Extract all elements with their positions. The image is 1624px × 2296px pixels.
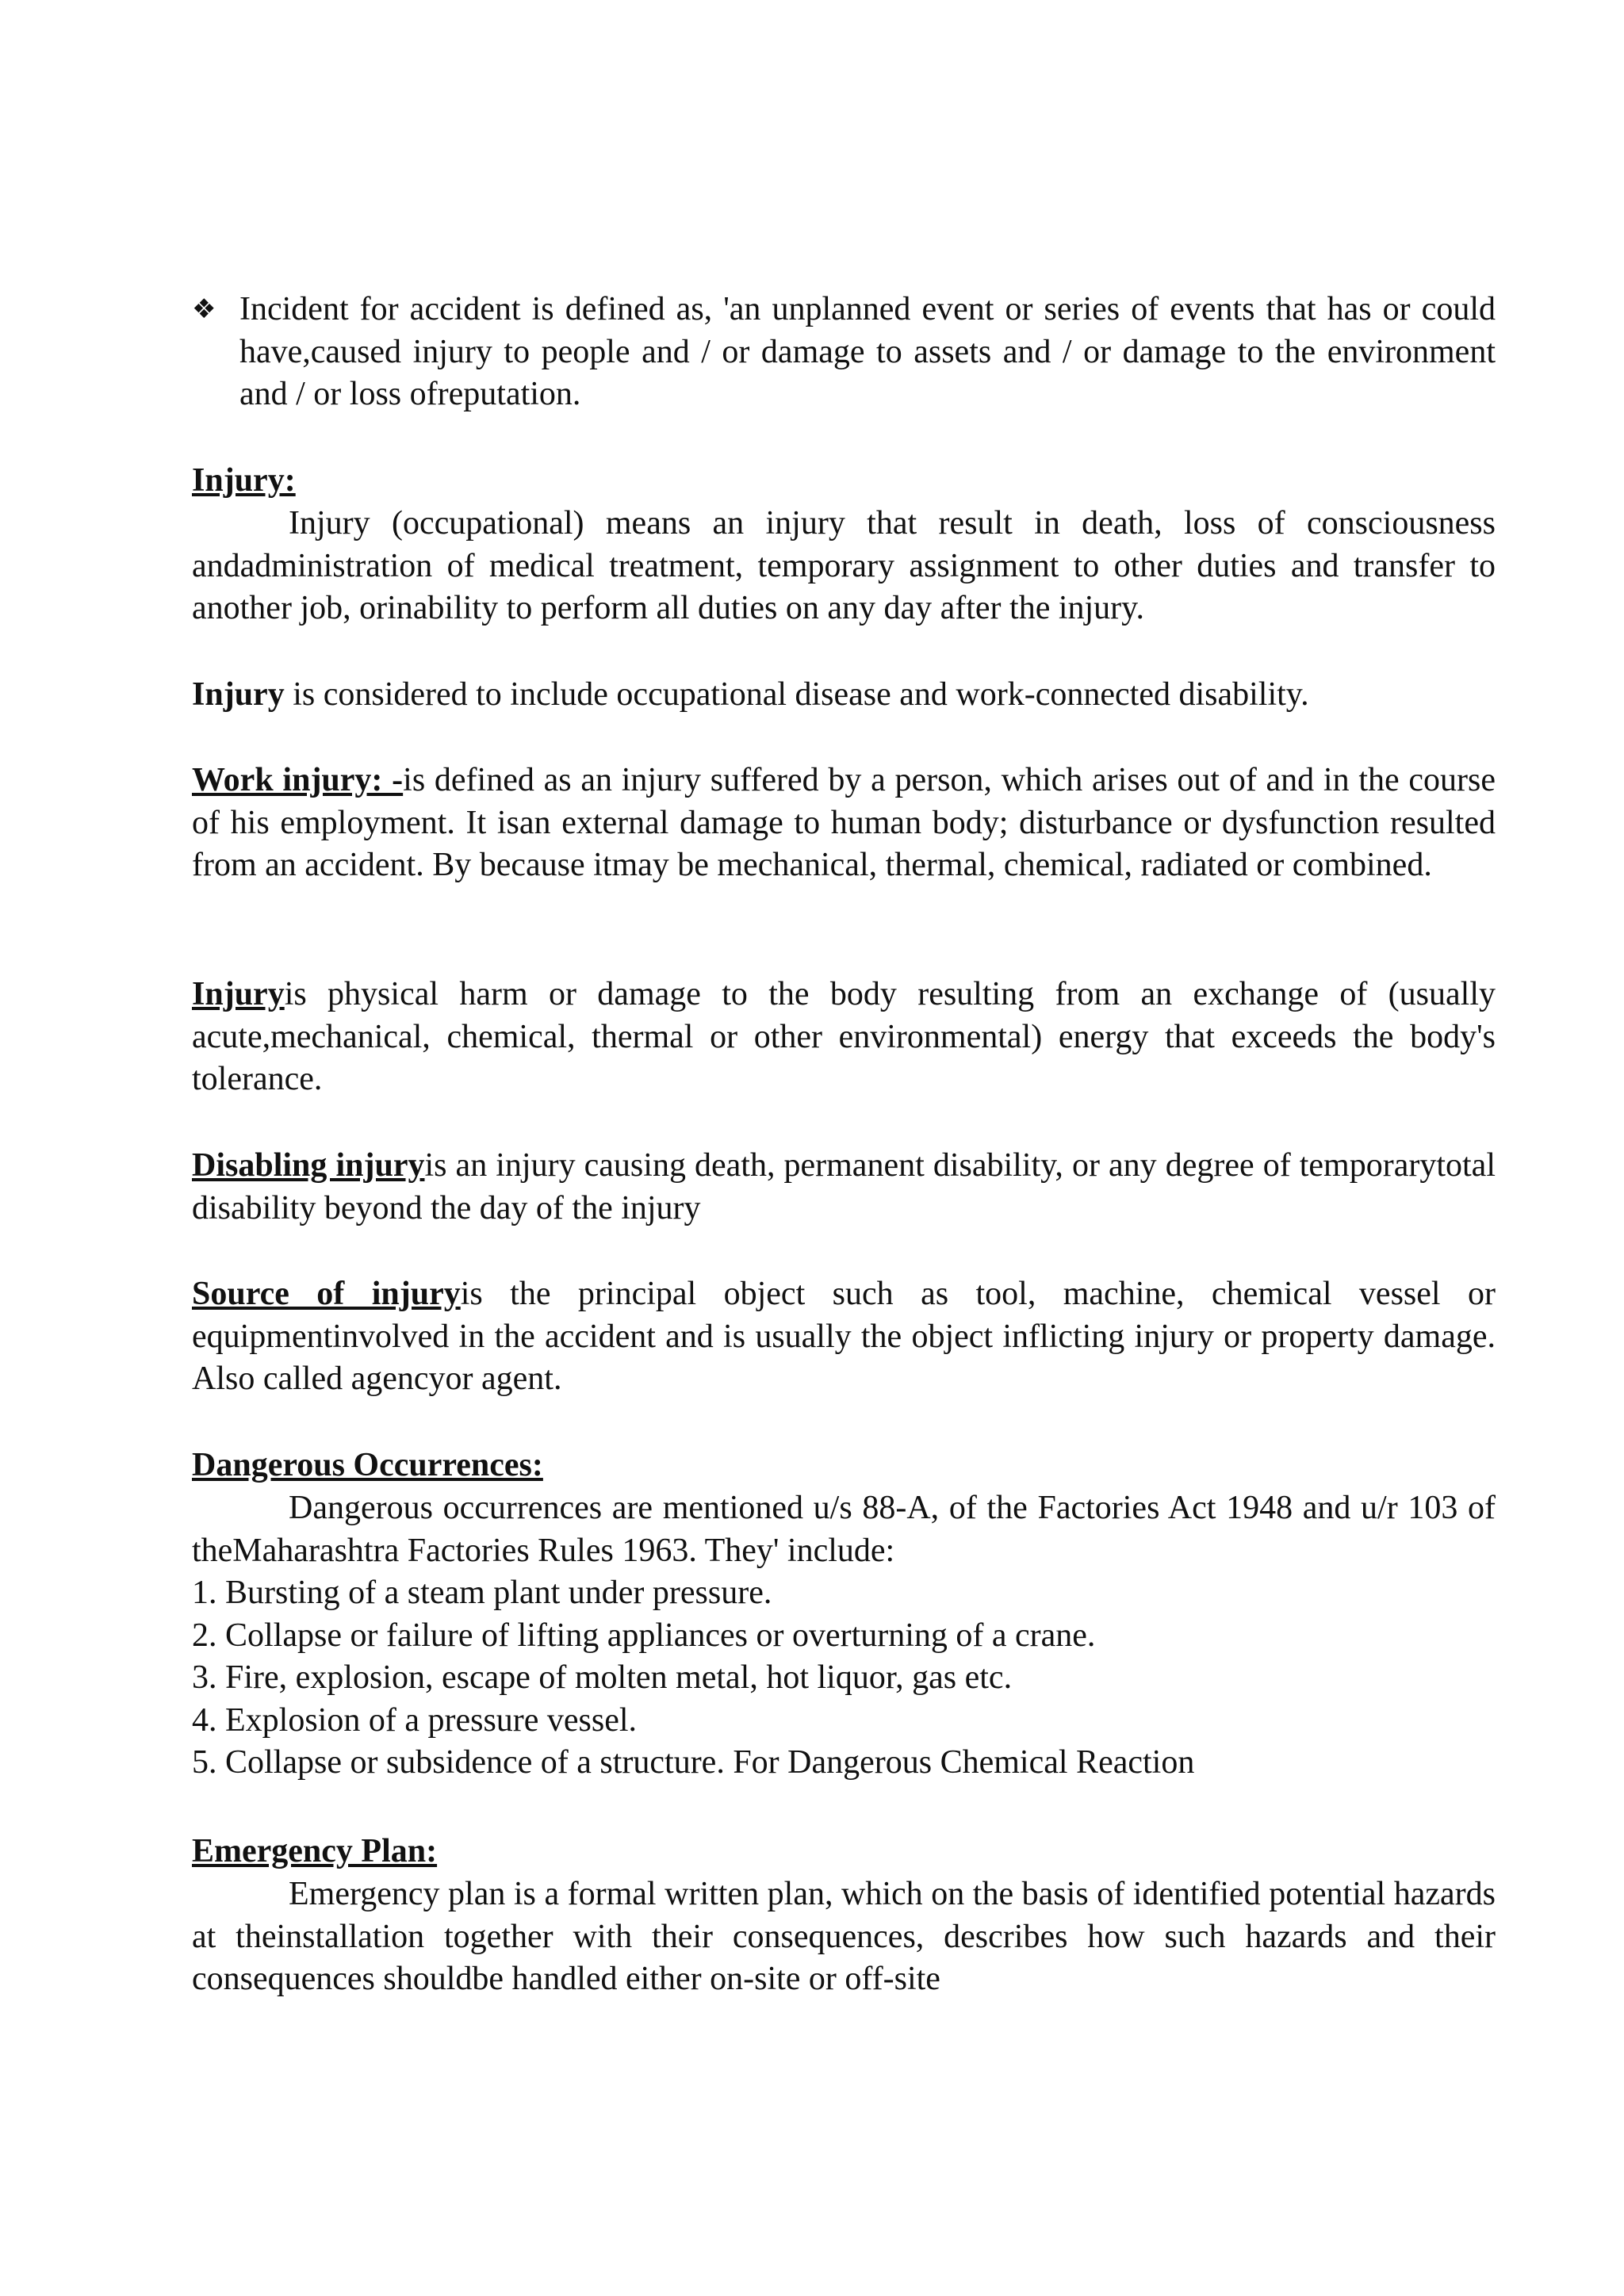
- injury-physical-paragraph: [192, 974, 1496, 1101]
- work-injury-term: Work injury: -: [192, 762, 404, 798]
- disabling-injury-paragraph: [192, 1145, 1496, 1230]
- source-of-injury-text: is the principal object such as tool, machine, chemical vessel or equipmentinvolved in the accident and is usually the object inflicting injury or property damage. Also called agencyor agent.: [192, 1276, 1496, 1397]
- disabling-injury-term: Disabling injury: [192, 1147, 425, 1184]
- dangerous-occurrences-list: [192, 1572, 1496, 1785]
- dangerous-occurrences-heading: Dangerous Occurrences:: [192, 1447, 543, 1483]
- work-injury-paragraph: [192, 760, 1496, 887]
- incident-definition-text: Incident for accident is defined as, 'an unplanned event or series of events that has or could have,caused injury to people and / or damage to assets and / or damage to the environment and / or loss ofreputation.: [239, 291, 1496, 412]
- injury-physical-term: Injury: [192, 976, 285, 1012]
- list-item: 1. Bursting of a steam plant under pressure.: [192, 1575, 772, 1611]
- injury-definition-paragraph: Injury (occupational) means an injury that result in death, loss of consciousness andadministration of medical treatment, temporary assignment to other duties and transfer to another job, orinability to perform all duties on any day after the injury.: [192, 505, 1496, 626]
- work-injury-text: is defined as an injury suffered by a person, which arises out of and in the course of his employment. It isan external damage to human body; disturbance or dysfunction resulted from an accident. By because itmay be mechanical, thermal, chemical, radiated or combined.: [192, 762, 1496, 883]
- injury-scope-text: is considered to include occupational disease and work-connected disability.: [284, 676, 1309, 713]
- injury-scope-paragraph: [192, 674, 1496, 717]
- list-item: 4. Explosion of a pressure vessel.: [192, 1701, 638, 1739]
- source-of-injury-term: Source of injury: [192, 1276, 461, 1312]
- diamond-bullet-icon: ❖: [192, 293, 216, 325]
- injury-heading: Injury:: [192, 462, 296, 499]
- dangerous-occurrences-intro: Dangerous occurrences are mentioned u/s 88-A, of the Factories Act 1948 and u/r 103 of theMaharashtra Factories Rules 1963. They' include:: [192, 1490, 1496, 1569]
- list-item: 3. Fire, explosion, escape of molten metal, hot liquor, gas etc.: [192, 1659, 1013, 1696]
- disabling-injury-text: is an injury causing death, permanent disability, or any degree of temporarytotal disability beyond the day of the injury: [192, 1147, 1496, 1226]
- list-item: 5. Collapse or subsidence of a structure. For Dangerous Chemical Reaction: [192, 1744, 1195, 1781]
- list-item: 2. Collapse or failure of lifting appliances or overturning of a crane.: [192, 1617, 1096, 1654]
- injury-scope-term: Injury: [192, 676, 285, 713]
- incident-definition-bullet: [192, 289, 1496, 416]
- emergency-plan-paragraph: Emergency plan is a formal written plan, which on the basis of identified potential hazards at theinstallation together with their consequences, describes how such hazards and their consequences shouldbe handled either on-site or off-site: [192, 1876, 1496, 1997]
- emergency-plan-heading: Emergency Plan:: [192, 1833, 438, 1869]
- injury-physical-text: is physical harm or damage to the body resulting from an exchange of (usually acute,mechanical, chemical, thermal or other environmental) energy that exceeds the body's tolerance.: [192, 976, 1496, 1097]
- source-of-injury-paragraph: [192, 1273, 1496, 1401]
